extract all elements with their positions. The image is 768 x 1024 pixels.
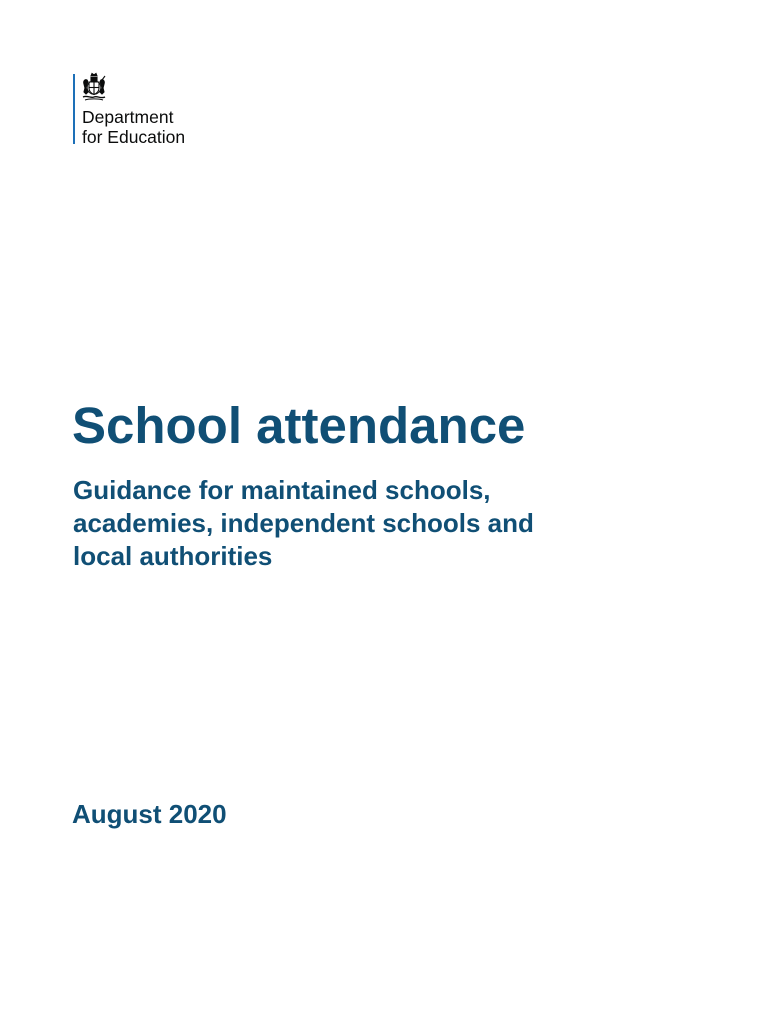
department-for-education-logo [73, 72, 208, 167]
subtitle-line: academies, independent schools and [73, 508, 534, 538]
logo-line-for-education: for Education [82, 127, 186, 147]
logo-rule [73, 74, 75, 144]
logo-wordmark [82, 107, 185, 147]
subtitle-line: local authorities [73, 541, 273, 571]
royal-coat-of-arms-icon [81, 72, 107, 102]
logo-line-department: Department [82, 107, 174, 127]
document-title: School attendance [72, 397, 526, 454]
subtitle-line: Guidance for maintained schools, [73, 475, 491, 505]
publication-date: August 2020 [72, 799, 227, 829]
document-subtitle [73, 474, 534, 573]
